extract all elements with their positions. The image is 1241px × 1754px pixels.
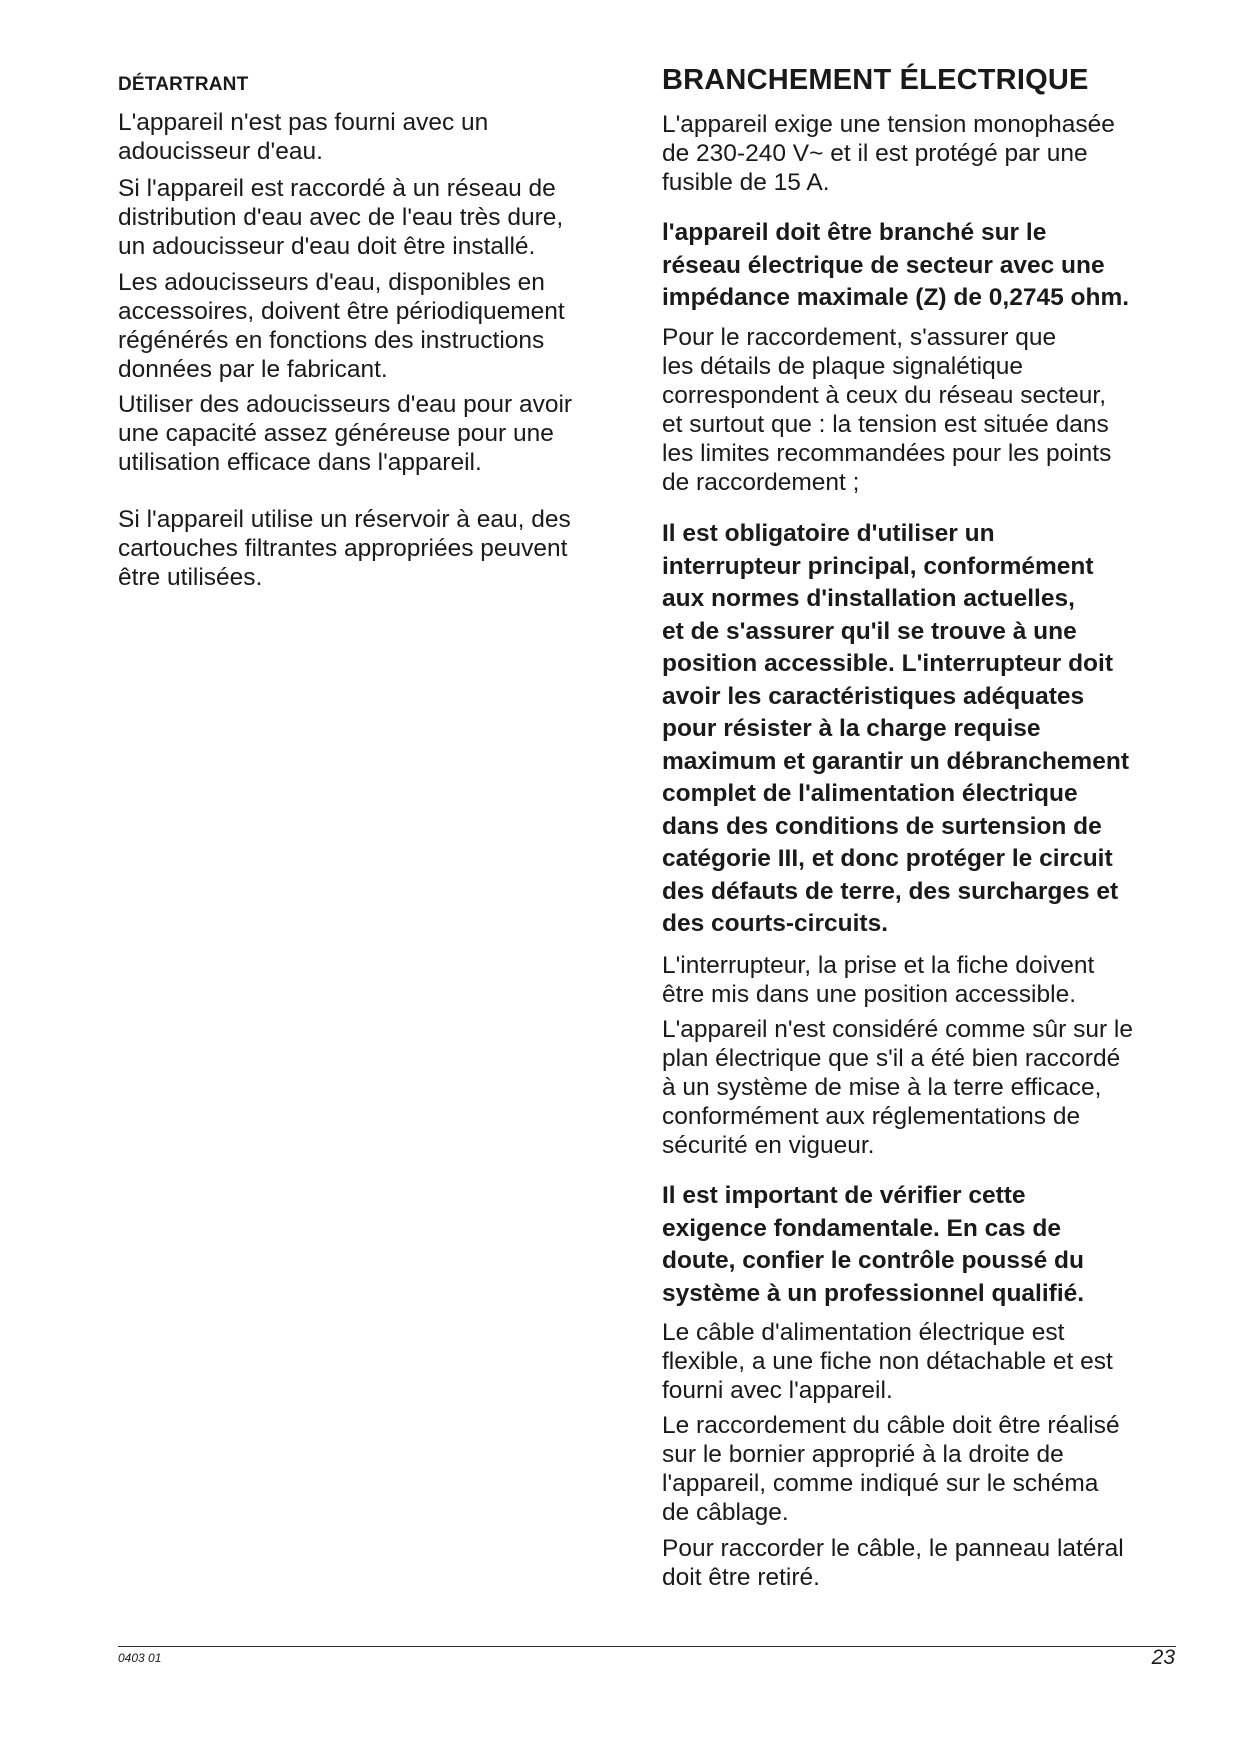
paragraph: Si l'appareil est raccordé à un réseau de distribution d'eau avec de l'eau très dure, un adoucisseur d'eau doit être installé. [118,175,564,260]
footer-divider [118,1646,1176,1647]
paragraph: L'interrupteur, la prise et la fiche doivent être mis dans une position accessible. [662,952,1095,1008]
document-code: 0403 01 [118,1651,162,1665]
page-number: 23 [1151,1646,1175,1669]
section-title-branchement: BRANCHEMENT ÉLECTRIQUE [662,64,1089,96]
paragraph: L'appareil n'est considéré comme sûr sur le plan électrique que s'il a été bien raccordé à un système de mise à la terre efficace, conformément aux réglementations de sécurité en vigueur. [662,1016,1133,1159]
paragraph: Utiliser des adoucisseurs d'eau pour avoir une capacité assez généreuse pour une utilisation efficace dans l'appareil. [118,391,573,476]
paragraph: Pour le raccordement, s'assurer que les détails de plaque signalétique correspondent à ceux du réseau secteur, et surtout que : la tension est située dans les limites recommandées pour les points de raccordement ; [662,324,1112,496]
paragraph: L'appareil n'est pas fourni avec un adoucisseur d'eau. [118,109,489,165]
warning-paragraph: l'appareil doit être branché sur le réseau électrique de secteur avec une impédance maximale (Z) de 0,2745 ohm. [662,219,1130,311]
paragraph: Les adoucisseurs d'eau, disponibles en accessoires, doivent être périodiquement régénérés en fonctions des instructions données par le fabricant. [118,269,565,383]
paragraph: L'appareil exige une tension monophasée de 230-240 V~ et il est protégé par une fusible de 15 A. [662,111,1115,196]
paragraph: Pour raccorder le câble, le panneau latéral doit être retiré. [662,1535,1124,1591]
warning-paragraph: Il est obligatoire d'utiliser un interrupteur principal, conformément aux normes d'installation actuelles, et de s'assurer qu'il se trouve à une position accessible. L'interrupteur doit avoir les caractéristiques adéquates pour résister à la charge requise maximum et garantir un débranchement complet de l'alimentation électrique dans des conditions de surtension de catégorie III, et donc protéger le circuit des défauts de terre, des surcharges et des courts-circuits. [662,520,1129,937]
section-title-detartrant: DÉTARTRANT [118,74,249,95]
warning-paragraph: Il est important de vérifier cette exigence fondamentale. En cas de doute, confier le contrôle poussé du système à un professionnel qualifié. [662,1182,1085,1307]
paragraph: Le raccordement du câble doit être réalisé sur le bornier approprié à la droite de l'appareil, comme indiqué sur le schéma de câblage. [662,1412,1120,1526]
paragraph: Si l'appareil utilise un réservoir à eau, des cartouches filtrantes appropriées peuvent être utilisées. [118,506,571,591]
paragraph: Le câble d'alimentation électrique est flexible, a une fiche non détachable et est fourni avec l'appareil. [662,1319,1113,1404]
